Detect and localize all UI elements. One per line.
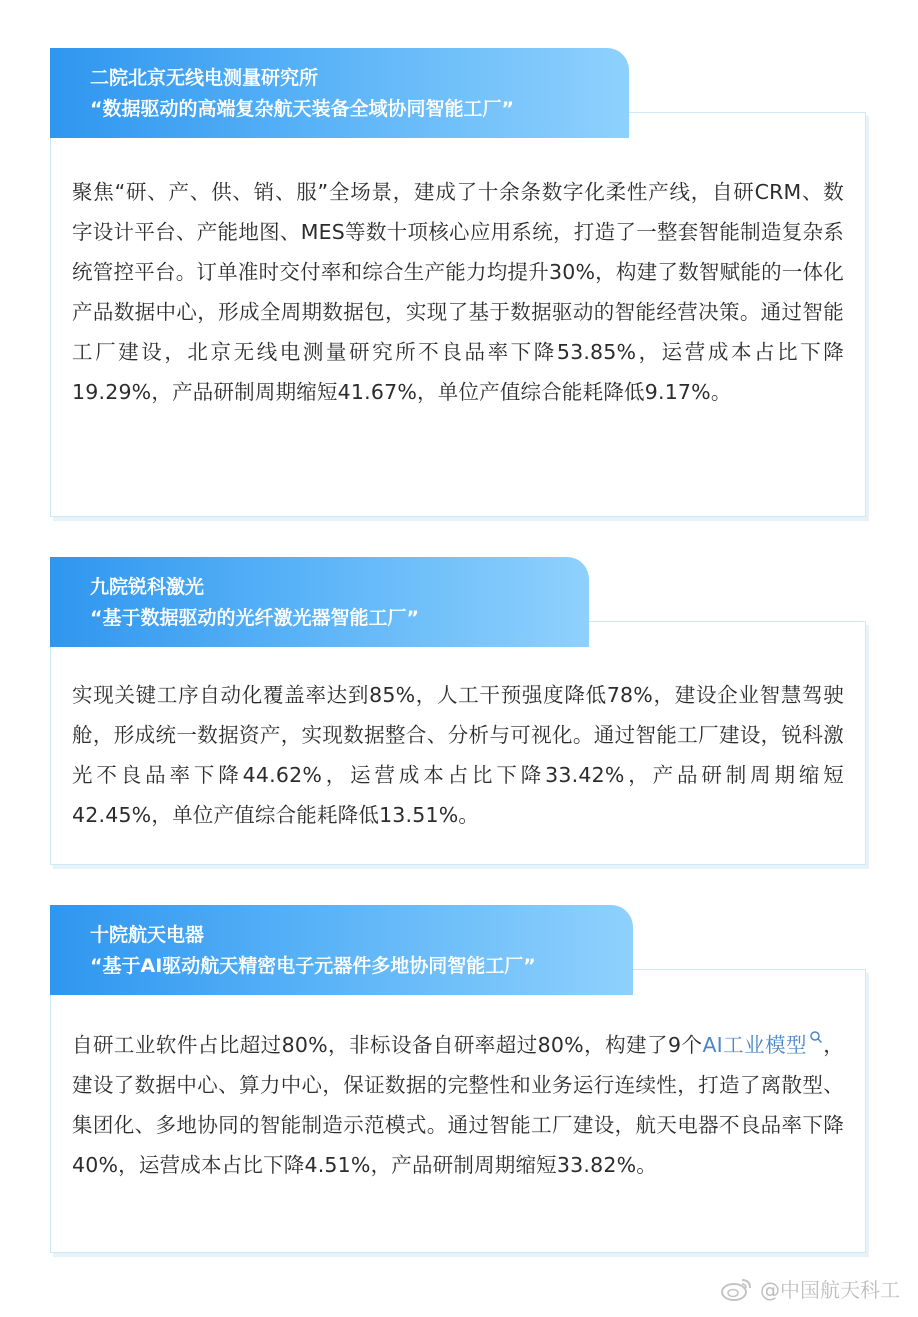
section-body-text <box>72 1025 844 1185</box>
section-header <box>50 48 629 138</box>
section-org-title: 十院航天电器 <box>90 924 205 946</box>
section-header <box>50 905 633 995</box>
section-header <box>50 557 589 647</box>
watermark <box>720 1274 900 1303</box>
section-card-2 <box>50 557 866 867</box>
section-project-title: “数据驱动的高端复杂航天装备全域协同智能工厂” <box>90 98 514 120</box>
section-org-title: 九院锐科激光 <box>90 576 205 598</box>
section-org-title: 二院北京无线电测量研究所 <box>90 67 319 89</box>
section-body-text: 聚焦“研、产、供、销、服”全场景，建成了十余条数字化柔性产线，自研CRM、数字设计平台、产能地图、MES等数十项核心应用系统，打造了一整套智能制造复杂系统管控平台。订单准时交付率和综合生产能力均提升30%，构建了数智赋能的一体化产品数据中心，形成全周期数据包，实现了基于数据驱动的智能经营决策。通过智能工厂建设，北京无线电测量研究所不良品率下降53.85%，运营成本占比下降19.29%，产品研制周期缩短41.67%，单位产值综合能耗降低9.17%。 <box>72 180 844 404</box>
ai-model-link[interactable]: AI工业模型 <box>702 1033 808 1057</box>
section-card-3 <box>50 905 866 1255</box>
section-body-text: 实现关键工序自动化覆盖率达到85%，人工干预强度降低78%，建设企业智慧驾驶舱，形成统一数据资产，实现数据整合、分析与可视化。通过智能工厂建设，锐科激光不良品率下降44.62%，运营成本占比下降33.42%，产品研制周期缩短42.45%，单位产值综合能耗降低13.51%。 <box>72 683 844 827</box>
section-project-title: “基于数据驱动的光纤激光器智能工厂” <box>90 607 419 629</box>
search-icon[interactable] <box>809 1030 823 1044</box>
section-project-title: “基于AI驱动航天精密电子元器件多地协同智能工厂” <box>90 955 536 977</box>
weibo-icon <box>720 1276 754 1302</box>
body-text-before-link: 自研工业软件占比超过80%，非标设备自研率超过80%，构建了9个 <box>72 1033 703 1057</box>
body-text-after-link: ，建设了数据中心、算力中心，保证数据的完整性和业务运行连续性，打造了离散型、集团化、多地协同的智能制造示范模式。通过智能工厂建设，航天电器不良品率下降40%，运营成本占比下降4.51%，产品研制周期缩短33.82%。 <box>72 1033 844 1177</box>
section-card-1 <box>50 48 866 518</box>
watermark-text: @中国航天科工 <box>760 1278 900 1302</box>
